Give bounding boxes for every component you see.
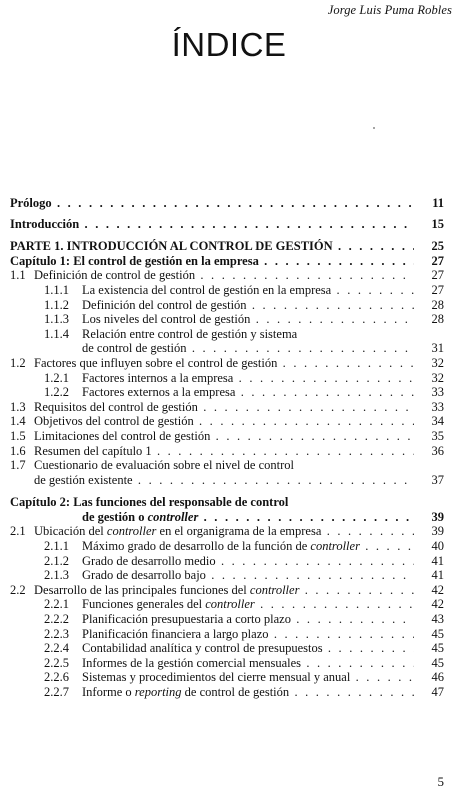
toc-entry [10, 458, 444, 473]
toc-entry-number: 2.1.2 [44, 553, 69, 568]
toc-entry-page: 45 [431, 641, 444, 656]
toc-entry-text: Objetivos del control de gestión . . . [34, 414, 414, 429]
toc-entry-text: Prólogo . . . [10, 196, 414, 211]
toc-entry [10, 524, 444, 539]
chapter-heading [10, 254, 444, 269]
chapter-heading-continuation [10, 510, 444, 525]
toc-entry-text: Informes de la gestión comercial mensuales . . . [82, 656, 414, 671]
toc-entry [10, 298, 444, 313]
toc-entry [10, 283, 444, 298]
toc-entry-number: 1.7 [10, 458, 26, 473]
toc-entry [10, 656, 444, 671]
toc-entry-number: 2.2.7 [44, 685, 69, 699]
toc-entry-page: 41 [431, 553, 444, 568]
toc-entry-number: 1.2.1 [44, 370, 69, 385]
toc-entry [10, 196, 444, 211]
toc-entry-text: Factores internos a la empresa . . . [82, 371, 414, 386]
toc-entry-page: 46 [431, 670, 444, 685]
toc-entry [10, 327, 444, 342]
toc-entry-number: 1.1.4 [44, 326, 69, 341]
toc-entry-page: 36 [431, 443, 444, 458]
toc-entry-page: 42 [431, 582, 444, 597]
toc-entry-continuation [10, 341, 444, 356]
toc-entry-text: Requisitos del control de gestión . . . [34, 400, 414, 415]
toc-entry [10, 400, 444, 415]
toc-entry-number: 1.1 [10, 268, 26, 283]
toc-entry [10, 583, 444, 598]
toc-entry [10, 612, 444, 627]
toc-entry-page: 32 [431, 355, 444, 370]
toc-entry-number: 2.2.6 [44, 670, 69, 685]
toc-entry-number: 1.1.2 [44, 297, 69, 312]
toc-entry-number: 2.2.1 [44, 597, 69, 612]
toc-entry [10, 568, 444, 583]
toc-entry-text: Contabilidad analítica y control de presupuestos . . . [82, 641, 414, 656]
toc-entry-text: Capítulo 2: Las funciones del responsable de control [10, 495, 289, 510]
toc-entry-number: 1.3 [10, 399, 26, 414]
toc-entry-page: 27 [431, 253, 444, 268]
toc-entry-continuation [10, 473, 444, 488]
print-speck [373, 127, 375, 129]
toc-entry-page: 40 [431, 539, 444, 554]
toc-entry-text: de gestión o controller . . . [82, 510, 414, 525]
toc-entry-page: 37 [431, 472, 444, 487]
toc-entry-page: 35 [431, 428, 444, 443]
toc-entry-page: 41 [431, 568, 444, 583]
toc-entry-text: de control de gestión . . . [82, 341, 414, 356]
toc-entry-text: Planificación financiera a largo plazo . . . [82, 627, 414, 642]
toc-entry-text: Grado de desarrollo bajo . . . [82, 568, 414, 583]
toc-entry [10, 414, 444, 429]
toc-entry-text: Ubicación del controller en el organigrama de la empresa . . . [34, 524, 414, 539]
toc-entry [10, 641, 444, 656]
toc-entry-text: Factores externos a la empresa . . . [82, 385, 414, 400]
toc-entry-number: 1.6 [10, 443, 26, 458]
toc-entry-page: 27 [431, 268, 444, 283]
toc-entry [10, 312, 444, 327]
toc-entry-number: 2.2.3 [44, 626, 69, 641]
toc-entry [10, 444, 444, 459]
toc-entry [10, 385, 444, 400]
toc-entry-text: Limitaciones del control de gestión . . . [34, 429, 414, 444]
toc-entry [10, 685, 444, 700]
toc-entry-page: 25 [431, 239, 444, 254]
toc-entry-page: 11 [432, 196, 444, 210]
part-heading [10, 239, 444, 254]
toc-entry-text: Máximo grado de desarrollo de la función de controller . . . [82, 539, 414, 554]
toc-entry-number: 1.1.1 [44, 282, 69, 297]
toc-entry-page: 47 [431, 685, 444, 699]
toc-entry-text: Desarrollo de las principales funciones del controller . . . [34, 583, 414, 598]
page-title: ÍNDICE [171, 26, 287, 63]
toc-entry [10, 539, 444, 554]
toc-entry-page: 42 [431, 597, 444, 612]
toc-entry-page: 45 [431, 626, 444, 641]
toc-entry-page: 15 [431, 216, 444, 231]
toc-entry-text: Grado de desarrollo medio . . . [82, 554, 414, 569]
toc-entry-page: 32 [431, 370, 444, 385]
chapter-heading [10, 495, 444, 510]
toc-entry [10, 597, 444, 612]
toc-entry-number: 1.1.3 [44, 312, 69, 327]
toc-entry-page: 39 [431, 524, 444, 539]
toc-entry-text: Informe o reporting de control de gestión . . . [82, 685, 414, 700]
toc-entry [10, 554, 444, 569]
toc-entry-text: Funciones generales del controller . . . [82, 597, 414, 612]
toc-entry-text: Introducción . . . [10, 217, 414, 232]
toc-entry-number: 1.5 [10, 428, 26, 443]
toc-entry-page: 45 [431, 655, 444, 670]
toc-entry [10, 429, 444, 444]
toc-entry [10, 268, 444, 283]
toc-entry-page: 28 [431, 312, 444, 327]
toc-entry [10, 356, 444, 371]
toc-entry-page: 43 [431, 612, 444, 627]
toc-entry-text: Definición del control de gestión . . . [82, 298, 414, 313]
toc-entry-text: Resumen del capítulo 1 . . . [34, 444, 414, 459]
toc-entry-number: 2.2.4 [44, 641, 69, 656]
author-header: Jorge Luis Puma Robles [327, 3, 452, 17]
toc-entry-text: Cuestionario de evaluación sobre el nivel de control [34, 458, 294, 473]
toc-entry-number: 2.1.3 [44, 568, 69, 583]
toc-entry-page: 34 [431, 414, 444, 429]
table-of-contents [10, 196, 444, 700]
toc-entry-number: 1.4 [10, 414, 26, 429]
toc-entry-number: 1.2.2 [44, 385, 69, 400]
toc-entry-text: La existencia del control de gestión en la empresa . . . [82, 283, 414, 298]
toc-entry-page: 27 [431, 282, 444, 297]
toc-entry [10, 217, 444, 232]
toc-entry-text: Los niveles del control de gestión . . . [82, 312, 414, 327]
toc-entry-page: 33 [431, 399, 444, 414]
toc-entry-text: Definición de control de gestión . . . [34, 268, 414, 283]
toc-entry-page: 33 [431, 385, 444, 400]
toc-entry-page: 28 [431, 297, 444, 312]
toc-entry-text: Sistemas y procedimientos del cierre mensual y anual . . . [82, 670, 414, 685]
toc-entry [10, 371, 444, 386]
toc-entry-number: 2.2.2 [44, 612, 69, 627]
toc-entry [10, 627, 444, 642]
toc-entry-text: PARTE 1. INTRODUCCIÓN AL CONTROL DE GESTIÓN . . . [10, 239, 414, 254]
toc-entry-text: Planificación presupuestaria a corto plazo . . . [82, 612, 414, 627]
toc-entry-number: 2.1.1 [44, 539, 69, 554]
toc-entry-number: 2.2.5 [44, 655, 69, 670]
toc-entry-page: 39 [431, 509, 444, 524]
toc-entry [10, 670, 444, 685]
toc-entry-text: Relación entre control de gestión y sistema [82, 326, 298, 341]
toc-entry-text: de gestión existente . . . [34, 473, 414, 488]
page-number: 5 [437, 774, 444, 789]
toc-entry-number: 2.2 [10, 582, 26, 597]
toc-entry-number: 2.1 [10, 524, 26, 539]
toc-entry-page: 31 [431, 341, 444, 356]
toc-entry-text: Factores que influyen sobre el control de gestión . . . [34, 356, 414, 371]
toc-entry-text: Capítulo 1: El control de gestión en la empresa . . . [10, 254, 414, 269]
toc-entry-number: 1.2 [10, 355, 26, 370]
